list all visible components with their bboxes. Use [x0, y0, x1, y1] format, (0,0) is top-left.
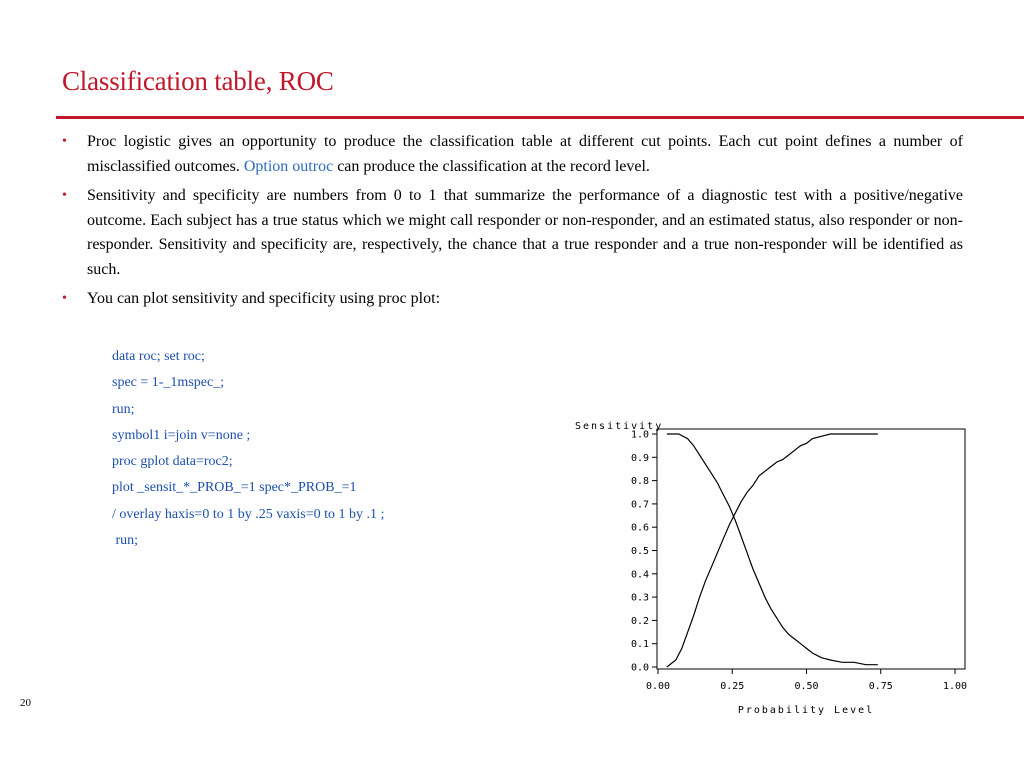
y-tick-label: 0.9: [630, 452, 649, 464]
x-tick-label: 0.75: [868, 681, 893, 692]
code-line: run;: [112, 533, 139, 549]
slide-title: Classification table, ROC: [62, 66, 334, 96]
bullet-item: [62, 130, 963, 179]
series-layer: [667, 434, 878, 667]
bullet-text: You can plot sensitivity and specificity using proc plot:: [87, 290, 441, 307]
y-tick-label: 0.3: [630, 592, 649, 604]
y-tick-label: 0.2: [630, 615, 649, 627]
y-tick-label: 0.0: [630, 662, 649, 674]
roc-chart: [570, 414, 980, 720]
y-tick-label: 0.4: [630, 569, 649, 581]
code-line: / overlay haxis=0 to 1 by .25 vaxis=0 to 1 by .1 ;: [112, 506, 385, 522]
series-line-specificity: [667, 434, 878, 665]
y-tick-label: 0.7: [630, 499, 649, 511]
x-tick-label: 0.25: [720, 681, 745, 692]
code-line: plot _sensit_*_PROB_=1 spec*_PROB_=1: [112, 480, 357, 496]
x-tick-label: 1.00: [942, 681, 968, 692]
x-tick-label: 0.50: [794, 681, 819, 692]
bullet-text: Sensitivity and specificity are numbers from 0 to 1 that summarize the performance of a diagnostic test with a positive/negative outcome. Each subject has a true status which we might call responder or non-responder, and an estimated status, also responder or non-responder. Sensitivity and specificity are, respectively, the chance that a true responder and a true non-responder will be identified as such.: [87, 187, 963, 278]
x-tick-label: 0.00: [645, 681, 671, 692]
code-line: symbol1 i=join v=none ;: [112, 427, 251, 443]
y-ticks: [631, 430, 657, 674]
bullet-item: [62, 287, 963, 312]
y-tick-label: 0.6: [630, 522, 649, 534]
code-line: data roc; set roc;: [112, 349, 205, 364]
y-axis-label: Sensitivity: [575, 421, 664, 432]
y-tick-label: 1.0: [630, 429, 649, 441]
bullet-text: can produce the classification at the record level.: [333, 157, 650, 175]
bullet-icon: •: [62, 188, 67, 203]
page-number: 20: [20, 697, 31, 709]
code-block: [112, 344, 384, 554]
bullet-icon: •: [62, 134, 67, 149]
y-tick-label: 0.8: [630, 476, 649, 488]
option-outroc-link[interactable]: Option outroc: [243, 157, 334, 175]
y-tick-label: 0.5: [630, 546, 649, 557]
code-line: proc gplot data=roc2;: [112, 454, 233, 470]
series-line-sensitivity: [667, 434, 878, 667]
title-divider: [56, 116, 1024, 119]
y-tick-label: 0.1: [630, 639, 649, 651]
bullet-icon: •: [62, 291, 67, 306]
plot-frame: [657, 429, 965, 669]
bullet-list: [62, 130, 963, 317]
code-line: run;: [112, 401, 135, 417]
code-line: spec = 1-_1mspec_;: [112, 375, 225, 391]
bullet-text: Proc logistic gives an opportunity to produce the classification table at different cut points. Each cut point defines a number of misclassified outcomes.: [87, 133, 963, 175]
x-ticks: [646, 669, 967, 692]
x-axis-label: Probability Level: [737, 705, 875, 716]
bullet-item: [62, 184, 963, 282]
